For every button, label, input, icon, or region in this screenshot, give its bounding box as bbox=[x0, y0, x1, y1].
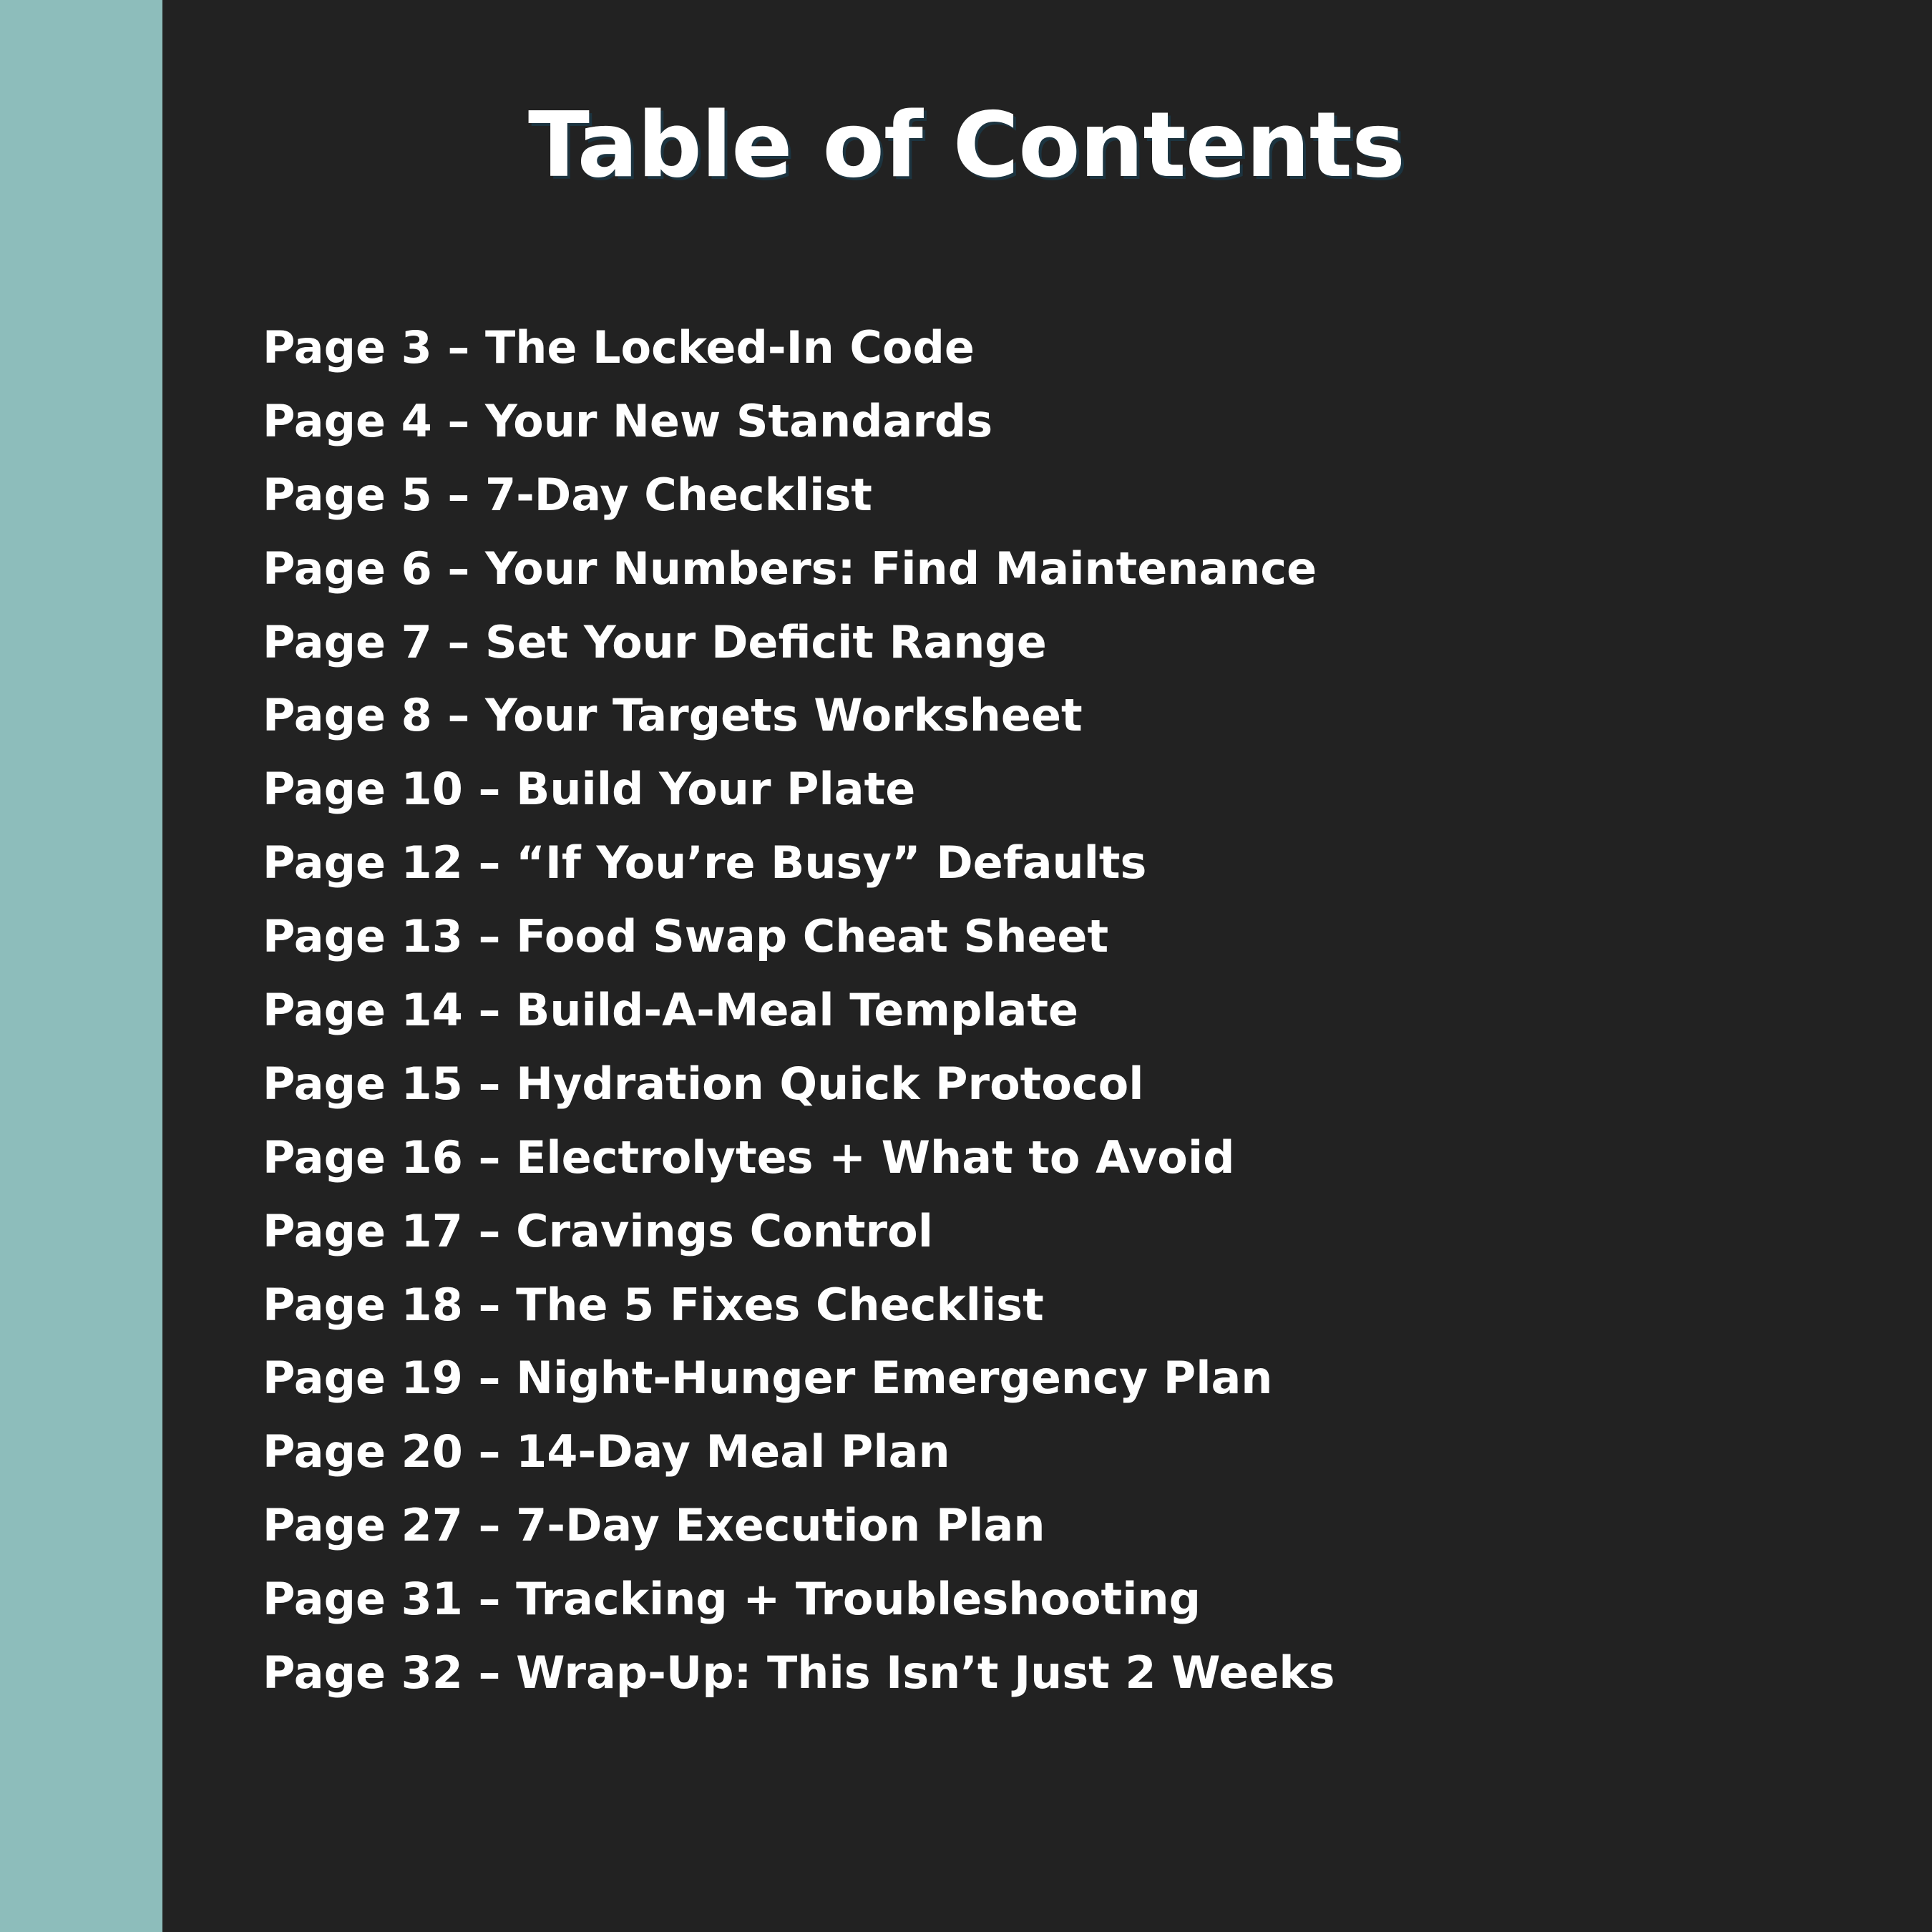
toc-entry: Page 3 – The Locked-In Code bbox=[263, 321, 975, 374]
page-title: Table of Contents bbox=[527, 92, 1405, 197]
toc-page bbox=[162, 0, 1932, 1932]
toc-entry: Page 27 – 7-Day Execution Plan bbox=[263, 1499, 1045, 1552]
accent-side-stripe bbox=[0, 0, 162, 1932]
toc-entry: Page 13 – Food Swap Cheat Sheet bbox=[263, 910, 1109, 963]
toc-entry: Page 5 – 7-Day Checklist bbox=[263, 468, 872, 521]
toc-entry: Page 19 – Night-Hunger Emergency Plan bbox=[263, 1352, 1273, 1405]
toc-entry: Page 7 – Set Your Deficit Range bbox=[263, 615, 1047, 668]
toc-entry: Page 14 – Build-A-Meal Template bbox=[263, 984, 1079, 1037]
toc-entry: Page 32 – Wrap-Up: This Isn’t Just 2 Weeks bbox=[263, 1646, 1335, 1699]
toc-entry: Page 4 – Your New Standards bbox=[263, 394, 993, 447]
toc-entry: Page 16 – Electrolytes + What to Avoid bbox=[263, 1131, 1235, 1184]
toc-entry: Page 15 – Hydration Quick Protocol bbox=[263, 1057, 1144, 1110]
toc-entry: Page 18 – The 5 Fixes Checklist bbox=[263, 1278, 1044, 1331]
toc-entry: Page 17 – Cravings Control bbox=[263, 1204, 933, 1257]
toc-entry: Page 20 – 14-Day Meal Plan bbox=[263, 1425, 950, 1478]
toc-entry: Page 6 – Your Numbers: Find Maintenance bbox=[263, 542, 1317, 595]
toc-entry: Page 8 – Your Targets Worksheet bbox=[263, 689, 1083, 742]
toc-entry: Page 31 – Tracking + Troubleshooting bbox=[263, 1573, 1201, 1626]
toc-entry: Page 12 – “If You’re Busy” Defaults bbox=[263, 836, 1147, 889]
toc-list bbox=[263, 311, 1335, 1710]
toc-entry: Page 10 – Build Your Plate bbox=[263, 763, 916, 816]
